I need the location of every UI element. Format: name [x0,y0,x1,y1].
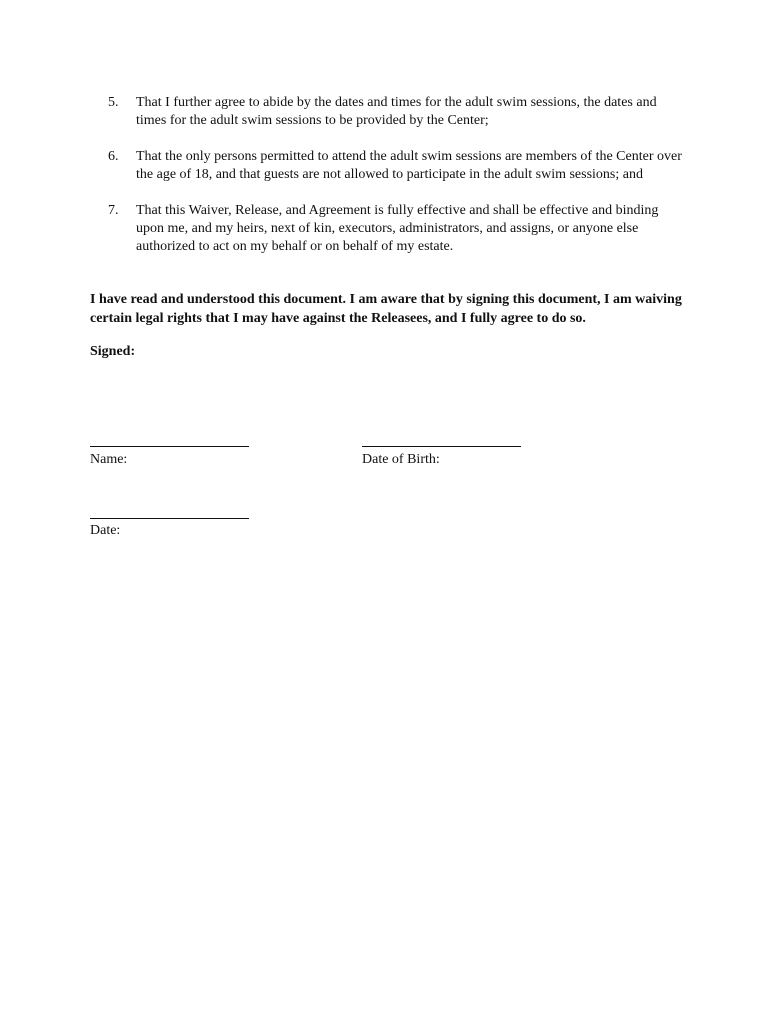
list-item [108,202,688,256]
dob-signature-line[interactable] [362,446,521,447]
item-text: That the only persons permitted to attend the adult swim sessions are members of the Center over the age of 18, and that guests are not allowed to participate in the adult swim sessions; and [136,149,682,182]
item-text: That this Waiver, Release, and Agreement is fully effective and shall be effective and binding upon me, and my heirs, next of kin, executors, administrators, and assigns, or anyone else authorized to act on my behalf or on behalf of my estate. [136,203,659,254]
item-number: 5. [108,95,119,110]
item-number: 6. [108,149,119,164]
dob-label: Date of Birth: [362,452,440,467]
date-label: Date: [90,523,121,538]
item-text: That I further agree to abide by the dates and times for the adult swim sessions, the dates and times for the adult swim sessions to be provided by the Center; [136,95,657,128]
date-signature-line[interactable] [90,518,249,519]
item-number: 7. [108,203,119,218]
name-label: Name: [90,452,128,467]
list-item [108,94,688,130]
list-item [108,148,688,184]
signed-heading: Signed: [90,344,136,359]
name-signature-line[interactable] [90,446,249,447]
acknowledgement-paragraph: I have read and understood this document. I am aware that by signing this document, I am waiving certain legal rights that I may have against the Releasees, and I fully agree to do so. [90,292,682,326]
terms-list [108,94,688,274]
